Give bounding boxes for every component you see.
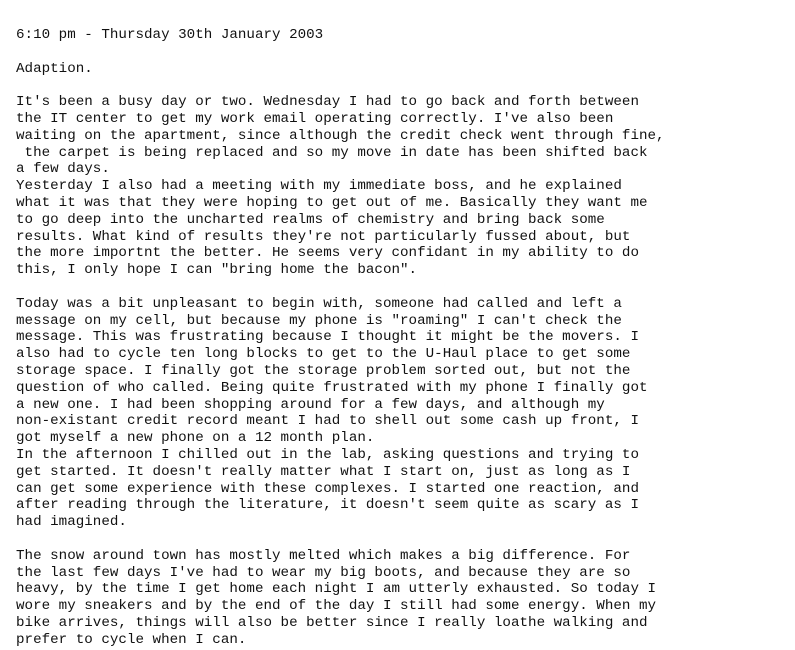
text-line: message on my cell, but because my phone is "roaming" I can't check the	[16, 312, 622, 329]
text-line: a few days.	[16, 161, 110, 178]
entry-timestamp: 6:10 pm - Thursday 30th January 2003	[16, 27, 324, 43]
paragraph-3	[16, 548, 791, 649]
spacer	[16, 279, 791, 296]
paragraph-2	[16, 296, 791, 531]
journal-entry	[16, 27, 791, 648]
spacer	[16, 77, 791, 94]
text-line: bike arrives, things will also be better since I really loathe walking and	[16, 614, 648, 631]
text-line: It's been a busy day or two. Wednesday I had to go back and forth between	[16, 94, 639, 111]
text-line: the carpet is being replaced and so my move in date has been shifted back	[16, 144, 648, 161]
text-line: what it was that they were hoping to get out of me. Basically they want me	[16, 194, 648, 211]
text-line: a new one. I had been shopping around for a few days, and although my	[16, 396, 605, 413]
text-line: Yesterday I also had a meeting with my immediate boss, and he explained	[16, 178, 622, 195]
paragraph-1	[16, 94, 791, 279]
text-line: prefer to cycle when I can.	[16, 631, 247, 648]
text-line: storage space. I finally got the storage problem sorted out, but not the	[16, 362, 631, 379]
text-line: results. What kind of results they're not particularly fussed about, but	[16, 228, 631, 245]
text-line: waiting on the apartment, since although the credit check went through fine,	[16, 127, 665, 144]
spacer	[16, 44, 791, 61]
text-line: got myself a new phone on a 12 month plan.	[16, 430, 375, 447]
text-line: heavy, by the time I get home each night I am utterly exhausted. So today I	[16, 581, 657, 598]
spacer	[16, 531, 791, 548]
text-line: non-existant credit record meant I had to shell out some cash up front, I	[16, 413, 639, 430]
text-line: after reading through the literature, it doesn't seem quite as scary as I	[16, 497, 639, 514]
text-line: had imagined.	[16, 514, 127, 531]
text-line: wore my sneakers and by the end of the day I still had some energy. When my	[16, 598, 657, 615]
text-line: In the afternoon I chilled out in the lab, asking questions and trying to	[16, 446, 639, 463]
text-line: to go deep into the uncharted realms of chemistry and bring back some	[16, 211, 605, 228]
text-line: get started. It doesn't really matter what I start on, just as long as I	[16, 463, 631, 480]
text-line: question of who called. Being quite frustrated with my phone I finally got	[16, 379, 648, 396]
text-line: this, I only hope I can "bring home the bacon".	[16, 262, 418, 279]
text-line: can get some experience with these complexes. I started one reaction, and	[16, 480, 639, 497]
text-line: the more importnt the better. He seems very confidant in my ability to do	[16, 245, 639, 262]
entry-title: Adaption.	[16, 60, 93, 77]
text-line: message. This was frustrating because I thought it might be the movers. I	[16, 329, 639, 346]
text-line: also had to cycle ten long blocks to get to the U-Haul place to get some	[16, 346, 631, 363]
text-line: the IT center to get my work email operating correctly. I've also been	[16, 110, 614, 127]
text-line: Today was a bit unpleasant to begin with, someone had called and left a	[16, 295, 622, 312]
text-line: the last few days I've had to wear my big boots, and because they are so	[16, 564, 631, 581]
text-line: The snow around town has mostly melted which makes a big difference. For	[16, 547, 631, 564]
